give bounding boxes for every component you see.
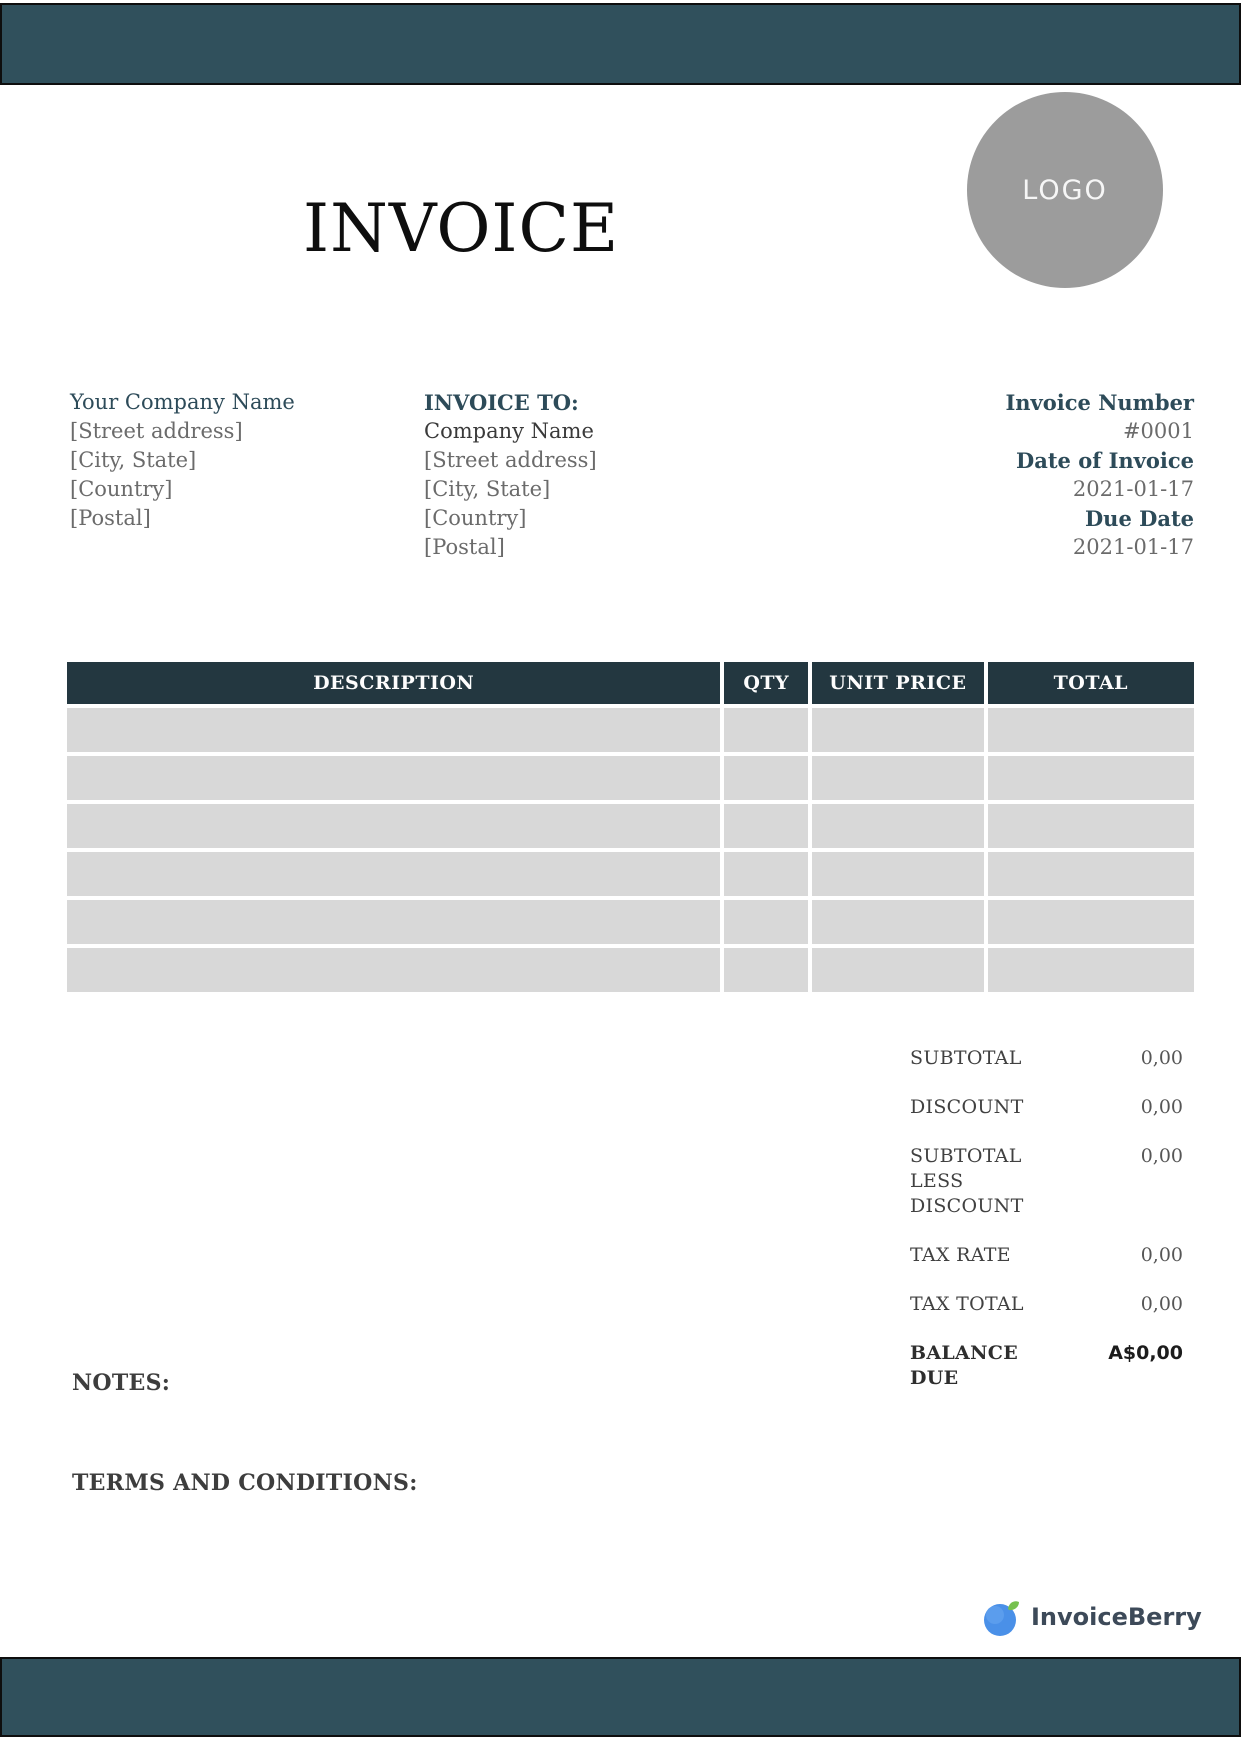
invoice-date-label: Date of Invoice bbox=[1016, 448, 1194, 473]
table-cell-description bbox=[67, 708, 720, 752]
subtotal-less-discount-label: SUBTOTAL LESS DISCOUNT bbox=[910, 1145, 1024, 1217]
column-header-description: DESCRIPTION bbox=[67, 662, 720, 704]
table-cell-description bbox=[67, 756, 720, 800]
tax-total-value: 0,00 bbox=[1140, 1293, 1183, 1315]
tax-total-label: TAX TOTAL bbox=[910, 1293, 1024, 1315]
table-cell-unit-price bbox=[812, 756, 984, 800]
company-street: [Street address] bbox=[70, 419, 243, 443]
invoiceberry-branding bbox=[982, 1596, 1202, 1638]
table-row bbox=[67, 852, 1194, 896]
company-country: [Country] bbox=[70, 477, 173, 501]
footer-bar bbox=[0, 1657, 1241, 1737]
table-row bbox=[67, 900, 1194, 944]
summary-row-tax-total bbox=[910, 1292, 1183, 1317]
page-title: INVOICE bbox=[303, 190, 620, 267]
tax-rate-label: TAX RATE bbox=[910, 1244, 1011, 1266]
company-postal: [Postal] bbox=[70, 506, 151, 530]
table-cell-total bbox=[988, 804, 1194, 848]
due-date-value: 2021-01-17 bbox=[1072, 535, 1194, 559]
table-cell-unit-price bbox=[812, 948, 984, 992]
table-row bbox=[67, 948, 1194, 992]
column-header-qty: QTY bbox=[724, 662, 808, 704]
table-cell-qty bbox=[724, 708, 808, 752]
summary-row-tax-rate bbox=[910, 1243, 1183, 1268]
summary-row-discount bbox=[910, 1095, 1183, 1120]
column-header-total: TOTAL bbox=[988, 662, 1194, 704]
table-cell-total bbox=[988, 756, 1194, 800]
invoiceberry-name: InvoiceBerry bbox=[1031, 1603, 1202, 1631]
balance-due-label: BALANCE DUE bbox=[910, 1342, 1018, 1389]
table-cell-qty bbox=[724, 756, 808, 800]
tax-rate-value: 0,00 bbox=[1140, 1244, 1183, 1266]
summary-row-subtotal bbox=[910, 1046, 1183, 1071]
table-cell-qty bbox=[724, 900, 808, 944]
table-cell-description bbox=[67, 948, 720, 992]
table-cell-description bbox=[67, 852, 720, 896]
table-cell-unit-price bbox=[812, 804, 984, 848]
subtotal-label: SUBTOTAL bbox=[910, 1047, 1022, 1069]
table-cell-total bbox=[988, 852, 1194, 896]
totals-summary bbox=[910, 1046, 1183, 1415]
table-cell-description bbox=[67, 804, 720, 848]
header-bar bbox=[0, 3, 1241, 85]
table-cell-description bbox=[67, 900, 720, 944]
terms-heading: TERMS AND CONDITIONS: bbox=[72, 1470, 418, 1496]
table-cell-total bbox=[988, 948, 1194, 992]
company-city-state: [City, State] bbox=[70, 448, 197, 472]
client-city-state: [City, State] bbox=[424, 477, 551, 501]
table-cell-qty bbox=[724, 948, 808, 992]
logo-placeholder-label: LOGO bbox=[1022, 174, 1108, 206]
table-cell-qty bbox=[724, 804, 808, 848]
invoice-number-label: Invoice Number bbox=[1005, 390, 1194, 415]
notes-heading: NOTES: bbox=[72, 1370, 171, 1396]
client-street: [Street address] bbox=[424, 448, 597, 472]
table-header-row bbox=[67, 662, 1194, 704]
line-items-table bbox=[63, 658, 1198, 996]
invoice-to-heading: INVOICE TO: bbox=[424, 390, 579, 415]
table-row bbox=[67, 804, 1194, 848]
table-cell-qty bbox=[724, 852, 808, 896]
company-info-block bbox=[70, 388, 295, 533]
table-cell-total bbox=[988, 708, 1194, 752]
discount-value: 0,00 bbox=[1140, 1096, 1183, 1118]
company-name: Your Company Name bbox=[70, 390, 295, 414]
summary-row-balance-due bbox=[910, 1341, 1183, 1391]
company-logo-placeholder bbox=[967, 92, 1163, 288]
table-cell-unit-price bbox=[812, 900, 984, 944]
summary-row-subtotal-less-discount bbox=[910, 1144, 1183, 1219]
client-country: [Country] bbox=[424, 506, 527, 530]
column-header-unit-price: UNIT PRICE bbox=[812, 662, 984, 704]
client-company-name: Company Name bbox=[424, 419, 594, 443]
discount-label: DISCOUNT bbox=[910, 1096, 1024, 1118]
table-cell-total bbox=[988, 900, 1194, 944]
subtotal-value: 0,00 bbox=[1140, 1047, 1183, 1069]
due-date-label: Due Date bbox=[1084, 506, 1194, 531]
table-row bbox=[67, 708, 1194, 752]
balance-due-value: A$0,00 bbox=[1108, 1342, 1183, 1364]
subtotal-less-discount-value: 0,00 bbox=[1140, 1145, 1183, 1167]
invoice-to-block bbox=[424, 388, 597, 562]
invoice-meta-block bbox=[1005, 388, 1194, 562]
table-row bbox=[67, 756, 1194, 800]
invoice-number-value: #0001 bbox=[1122, 419, 1194, 443]
invoice-date-value: 2021-01-17 bbox=[1072, 477, 1194, 501]
table-cell-unit-price bbox=[812, 708, 984, 752]
invoiceberry-berry-icon bbox=[982, 1596, 1022, 1638]
table-cell-unit-price bbox=[812, 852, 984, 896]
client-postal: [Postal] bbox=[424, 535, 505, 559]
